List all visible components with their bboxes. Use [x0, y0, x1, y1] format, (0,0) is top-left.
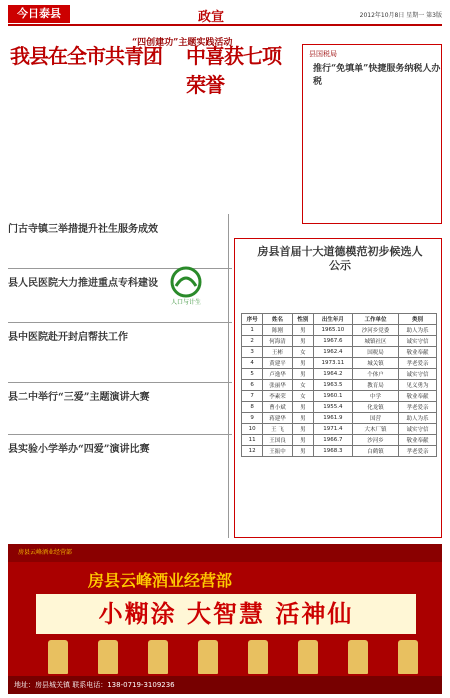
bottle-image: [48, 640, 68, 674]
table-cell: 诚实守信: [399, 424, 437, 435]
table-cell: 10: [242, 424, 263, 435]
table-cell: 1965.10: [313, 325, 352, 336]
col-header: 工作单位: [352, 314, 398, 325]
table-row: [242, 402, 437, 413]
table-row: [242, 413, 437, 424]
candidate-notice: [234, 238, 442, 538]
table-cell: 诚实守信: [399, 369, 437, 380]
table-cell: 卢逸华: [263, 369, 293, 380]
table-cell: 男: [292, 446, 313, 457]
table-cell: 敬业奉献: [399, 435, 437, 446]
table-cell: 7: [242, 391, 263, 402]
ad-slogan: 小糊涂 大智慧 活神仙: [36, 594, 416, 634]
ad-banner: [8, 544, 442, 562]
liquor-advertisement: [8, 544, 442, 694]
table-cell: 男: [292, 402, 313, 413]
table-cell: 诚实守信: [399, 336, 437, 347]
logo-caption: 人口与计生: [170, 299, 202, 306]
col-header: 性别: [292, 314, 313, 325]
table-cell: 1961.9: [313, 413, 352, 424]
article-title: 县人民医院大力推进重点专科建设: [8, 278, 158, 289]
table-cell: 黄建平: [263, 358, 293, 369]
headline-sub: “四创建功”主题实践活动: [132, 38, 233, 48]
table-cell: 孝老爱亲: [399, 446, 437, 457]
table-cell: 男: [292, 358, 313, 369]
table-header-row: [242, 314, 437, 325]
family-planning-logo: [158, 266, 214, 306]
candidate-table: [241, 313, 437, 457]
table-row: [242, 336, 437, 347]
table-cell: 1968.3: [313, 446, 352, 457]
table-cell: 1963.5: [313, 380, 352, 391]
bottle-image: [148, 640, 168, 674]
notice-title: 房县首届十大道德模范初步候选人公示: [257, 245, 423, 272]
newspaper-logo: 今日泰县: [8, 5, 70, 23]
table-row: [242, 446, 437, 457]
table-cell: 女: [292, 391, 313, 402]
table-cell: 王 飞: [263, 424, 293, 435]
table-cell: 沙河乡: [352, 435, 398, 446]
table-cell: 1962.4: [313, 347, 352, 358]
bottle-image: [348, 640, 368, 674]
table-cell: 1: [242, 325, 263, 336]
table-cell: 男: [292, 435, 313, 446]
table-cell: 曹小斌: [263, 402, 293, 413]
table-cell: 4: [242, 358, 263, 369]
table-row: [242, 325, 437, 336]
table-cell: 见义勇为: [399, 380, 437, 391]
table-cell: 化龙镇: [352, 402, 398, 413]
headline-left: 我县在全市共青团: [10, 44, 162, 68]
divider: [8, 382, 232, 383]
table-cell: 11: [242, 435, 263, 446]
table-cell: 王国良: [263, 435, 293, 446]
table-cell: 男: [292, 424, 313, 435]
table-cell: 1973.11: [313, 358, 352, 369]
headline-right: 中喜获七项荣誉: [186, 44, 281, 97]
table-cell: 12: [242, 446, 263, 457]
table-cell: 2: [242, 336, 263, 347]
divider: [8, 322, 232, 323]
article-title: 门古寺镇三举措提升社生服务成效: [8, 224, 158, 235]
table-cell: 男: [292, 413, 313, 424]
table-cell: 蒋建华: [263, 413, 293, 424]
table-cell: 1955.4: [313, 402, 352, 413]
bottle-image: [198, 640, 218, 674]
table-cell: 1971.4: [313, 424, 352, 435]
table-cell: 5: [242, 369, 263, 380]
table-cell: 8: [242, 402, 263, 413]
table-cell: 沙河乡党委: [352, 325, 398, 336]
column-divider: [228, 214, 229, 538]
table-row: [242, 391, 437, 402]
box-header: 县国税局: [309, 50, 337, 58]
table-cell: 城镇社区: [352, 336, 398, 347]
table-cell: 助人为乐: [399, 325, 437, 336]
table-row: [242, 435, 437, 446]
ad-contact: 地址：房县城关镇 联系电话：138-0719-3109236: [8, 676, 442, 694]
table-cell: 女: [292, 380, 313, 391]
table-row: [242, 424, 437, 435]
table-cell: 1960.1: [313, 391, 352, 402]
table-cell: 1964.2: [313, 369, 352, 380]
newspaper-page: [8, 4, 442, 694]
main-headline: [8, 32, 298, 97]
bottle-image: [98, 640, 118, 674]
tax-bureau-box: [302, 44, 442, 224]
bottle-image: [298, 640, 318, 674]
bottle-image: [248, 640, 268, 674]
col-header: 出生年月: [313, 314, 352, 325]
table-row: [242, 358, 437, 369]
table-row: [242, 347, 437, 358]
table-cell: 白鹤镇: [352, 446, 398, 457]
table-cell: 王振中: [263, 446, 293, 457]
table-cell: 国营: [352, 413, 398, 424]
box-title: 推行“免填单”快捷服务纳税人办税: [313, 64, 441, 87]
table-cell: 城关镇: [352, 358, 398, 369]
table-cell: 何海清: [263, 336, 293, 347]
table-cell: 9: [242, 413, 263, 424]
table-cell: 男: [292, 336, 313, 347]
table-cell: 孝老爱亲: [399, 358, 437, 369]
table-cell: 男: [292, 369, 313, 380]
table-cell: 中学: [352, 391, 398, 402]
table-cell: 1967.6: [313, 336, 352, 347]
table-cell: 个体户: [352, 369, 398, 380]
table-cell: 孝老爱亲: [399, 402, 437, 413]
article-title: 县中医院赴开封启帮扶工作: [8, 332, 128, 343]
col-header: 类别: [399, 314, 437, 325]
article-title: 县实验小学举办“四爱”演讲比赛: [8, 444, 150, 455]
table-cell: 男: [292, 325, 313, 336]
table-cell: 王彬: [263, 347, 293, 358]
table-cell: 陈刚: [263, 325, 293, 336]
table-cell: 李素荣: [263, 391, 293, 402]
table-cell: 1966.7: [313, 435, 352, 446]
table-cell: 6: [242, 380, 263, 391]
table-cell: 张丽华: [263, 380, 293, 391]
article-title: 县二中举行“三爱”主题演讲大赛: [8, 392, 150, 403]
table-cell: 大木厂镇: [352, 424, 398, 435]
section-title: 政宣: [198, 10, 225, 25]
col-header: 序号: [242, 314, 263, 325]
table-body: [242, 325, 437, 457]
masthead: [8, 4, 442, 26]
ad-title: 房县云峰酒业经营部: [88, 571, 233, 590]
table-cell: 敬业奉献: [399, 391, 437, 402]
divider: [8, 434, 232, 435]
table-row: [242, 369, 437, 380]
bottle-image: [398, 640, 418, 674]
table-cell: 敬业奉献: [399, 347, 437, 358]
dateline: 2012年10月8日 星期一 第3版: [359, 12, 442, 19]
table-cell: 教育局: [352, 380, 398, 391]
table-row: [242, 380, 437, 391]
table-cell: 助人为乐: [399, 413, 437, 424]
col-header: 姓名: [263, 314, 293, 325]
table-cell: 3: [242, 347, 263, 358]
ad-brand: 房县云峰酒业经营部: [18, 549, 73, 556]
table-cell: 女: [292, 347, 313, 358]
table-cell: 国税局: [352, 347, 398, 358]
